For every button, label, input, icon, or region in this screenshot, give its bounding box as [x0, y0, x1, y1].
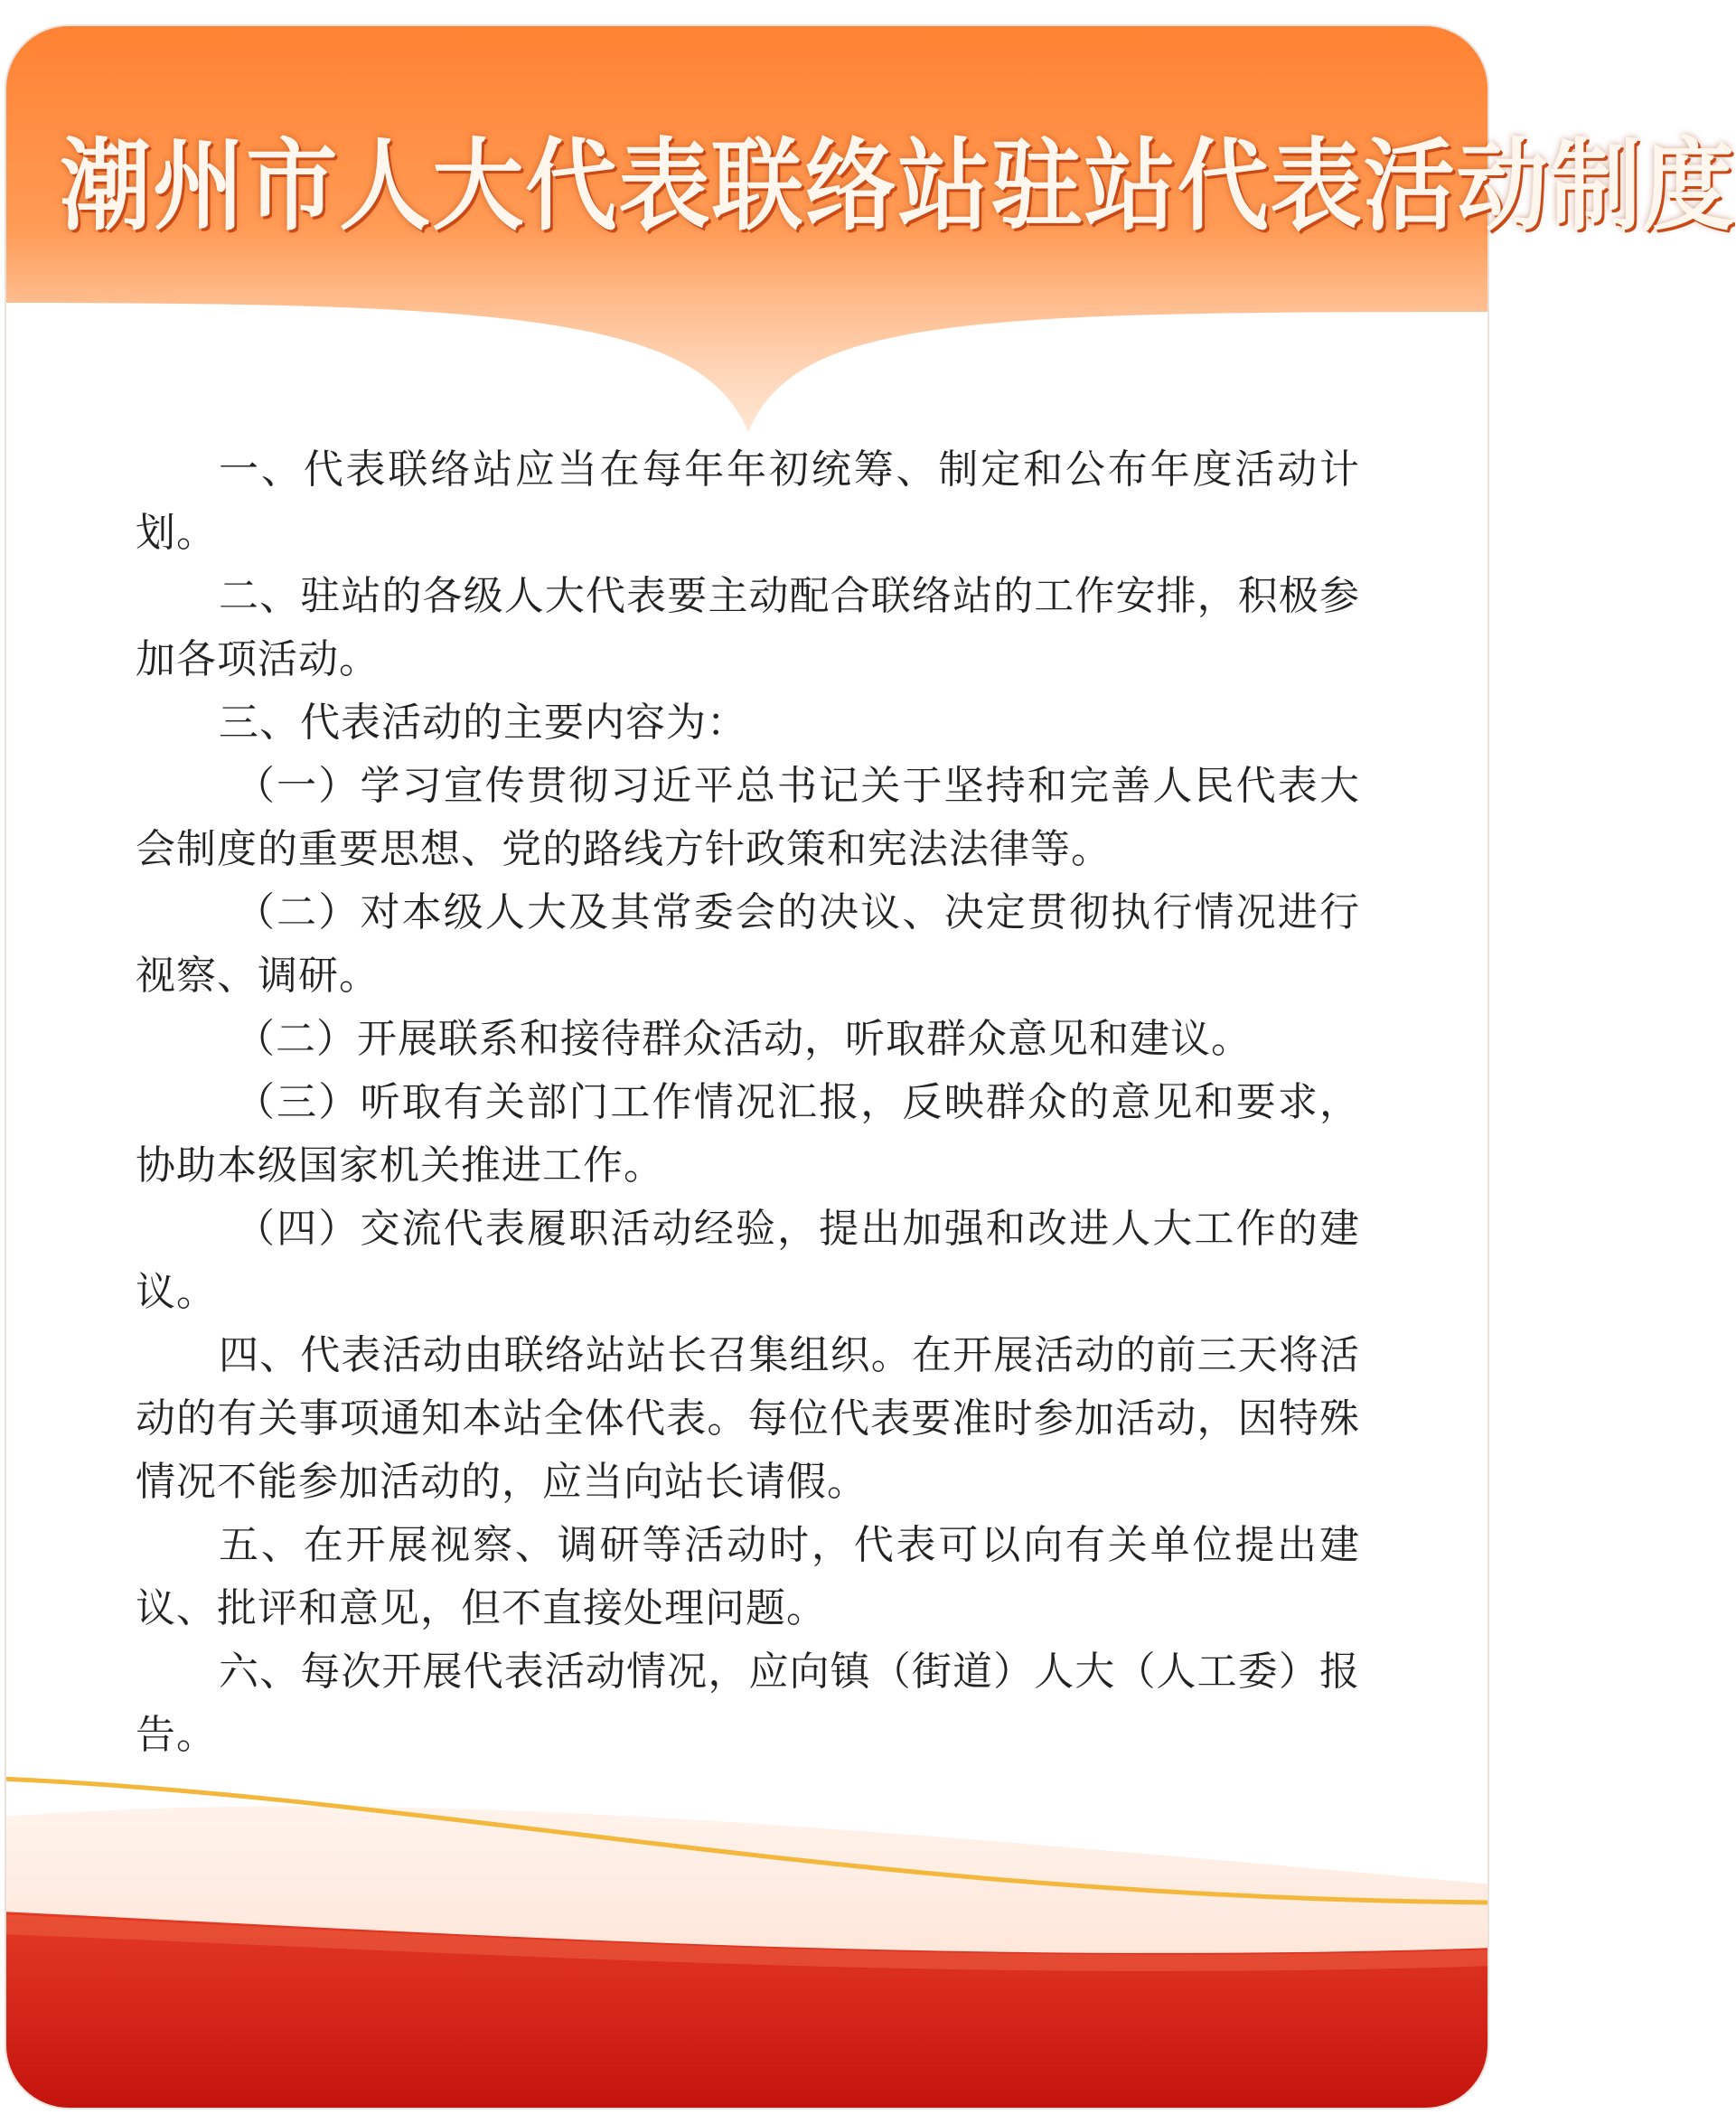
rule-paragraph-3: 三、代表活动的主要内容为：: [219, 700, 747, 746]
rule-paragraph-2: 二、驻站的各级人大代表要主动配合联络站的工作安排，积极参加各项活动。: [136, 573, 1360, 682]
rule-subitem-3: （二）开展联系和接待群众活动，听取群众意见和建议。: [235, 1016, 1252, 1062]
rule-subitem-5: （四）交流代表履职活动经验，提出加强和改进人大工作的建议。: [136, 1206, 1360, 1315]
rules-body: [136, 438, 1360, 1767]
page-title: 潮州市人大代表联络站驻站代表活动制度: [60, 128, 1736, 244]
rule-paragraph-6: 六、每次开展代表活动情况，应向镇（街道）人大（人工委）报告。: [136, 1649, 1360, 1758]
rule-paragraph-5: 五、在开展视察、调研等活动时，代表可以向有关单位提出建议、批评和意见，但不直接处理问题。: [136, 1522, 1360, 1631]
rule-subitem-1: （一）学习宣传贯彻习近平总书记关于坚持和完善人民代表大会制度的重要思想、党的路线方针政策和宪法法律等。: [136, 763, 1360, 872]
rule-subitem-2: （二）对本级人大及其常委会的决议、决定贯彻执行情况进行视察、调研。: [136, 889, 1360, 999]
rule-paragraph-1: 一、代表联络站应当在每年年初统筹、制定和公布年度活动计划。: [136, 446, 1360, 556]
rule-subitem-4: （三）听取有关部门工作情况汇报，反映群众的意见和要求，协助本级国家机关推进工作。: [136, 1079, 1360, 1189]
rule-paragraph-4: 四、代表活动由联络站站长召集组织。在开展活动的前三天将活动的有关事项通知本站全体代表。每位代表要准时参加活动，因特殊情况不能参加活动的，应当向站长请假。: [136, 1332, 1360, 1505]
